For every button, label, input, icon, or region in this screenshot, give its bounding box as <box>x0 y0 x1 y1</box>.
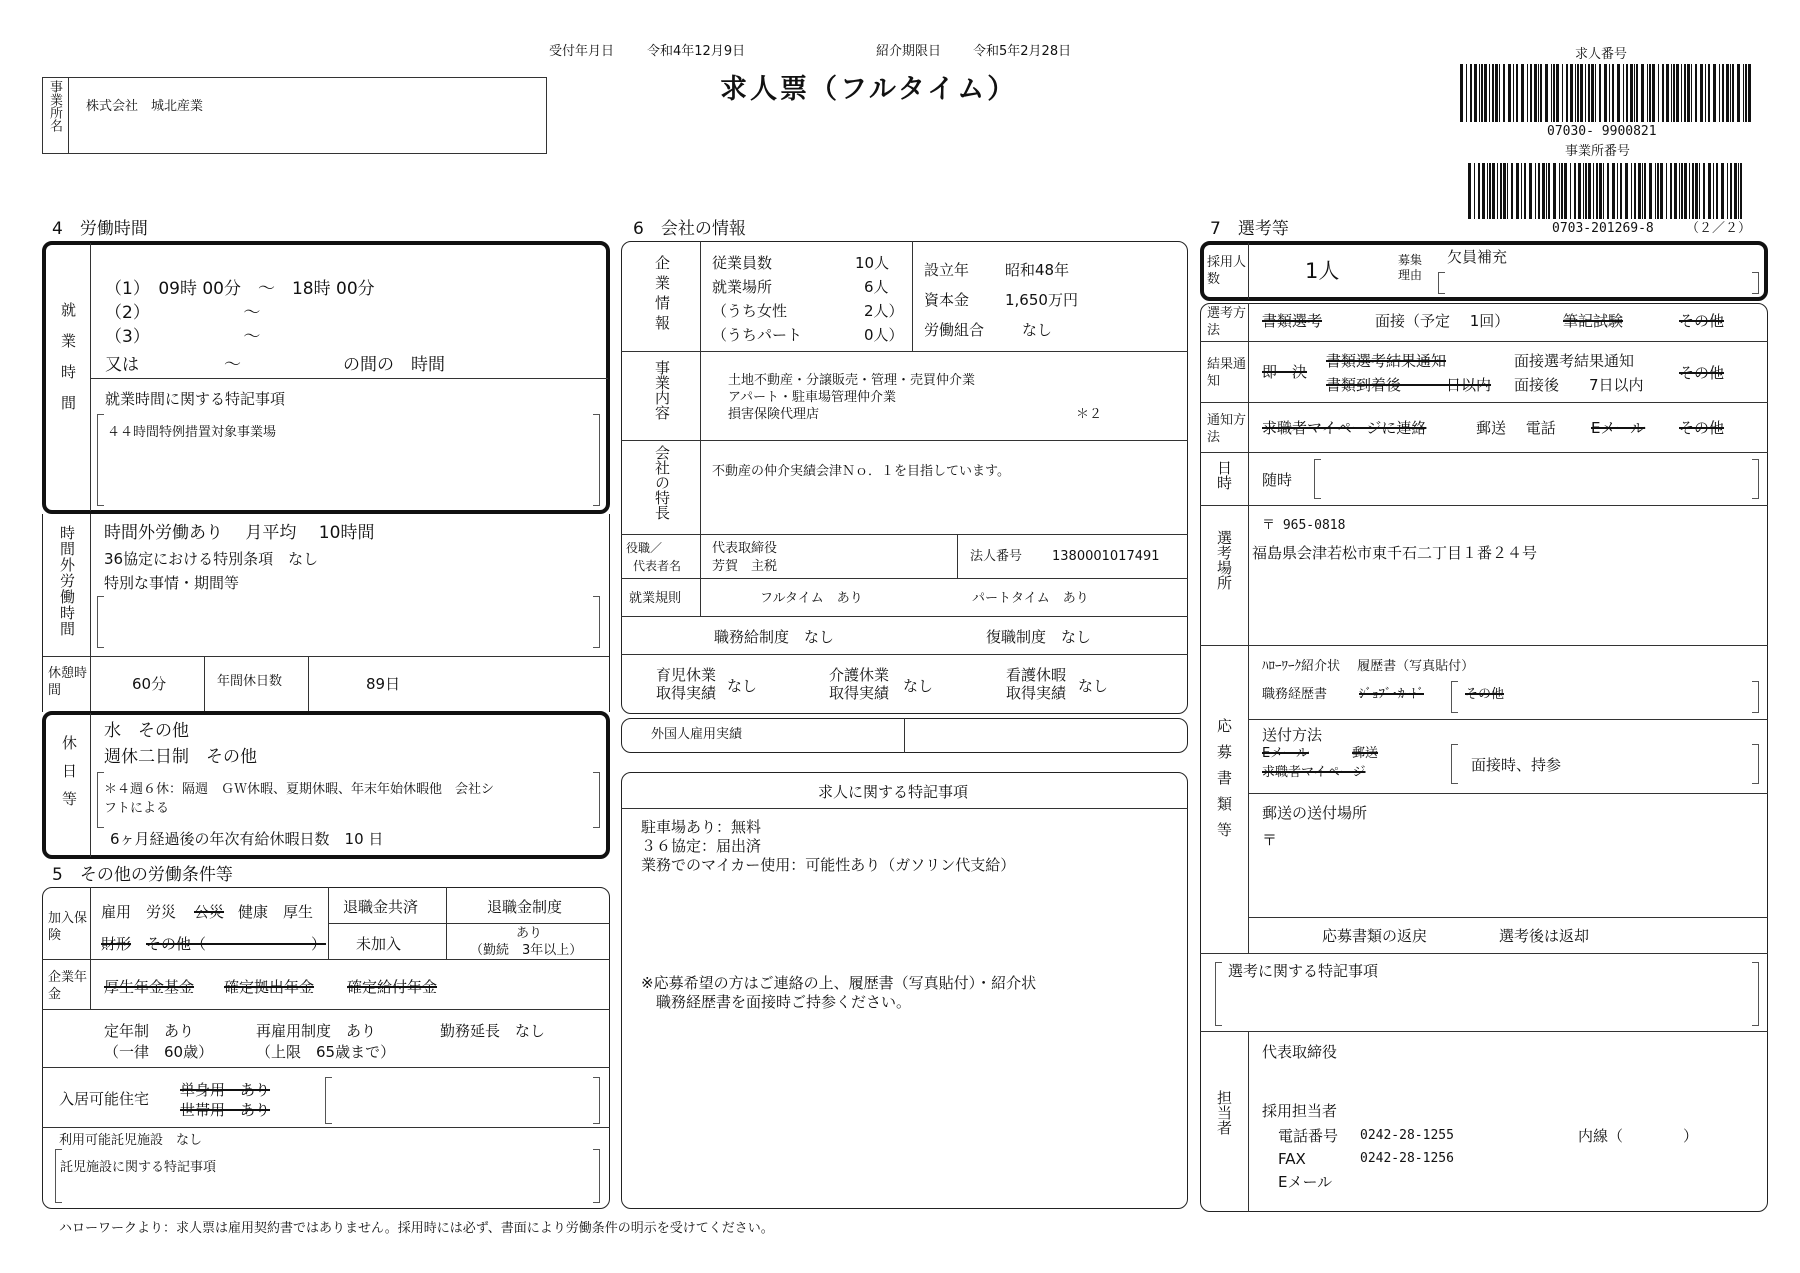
overtime-36: 36協定における特別条項 なし <box>104 550 319 568</box>
office-number: 0703-201269-8 <box>1552 221 1654 236</box>
contact-struck-mypage: 求職者マイページに連絡 <box>1262 419 1427 437</box>
tel-label: 電話番号 <box>1278 1127 1339 1145</box>
rep-label-1: 役職／ <box>626 541 663 555</box>
office-number-label: 事業所番号 <box>1565 144 1631 159</box>
annual-holidays-label: 年間休日数 <box>217 674 283 689</box>
received-label: 受付年月日 <box>549 44 615 59</box>
contact-person-title: 代表取締役 <box>1262 1043 1338 1061</box>
childcare-note: 託児施設に関する特記事項 <box>60 1160 217 1175</box>
date-label: 日時 <box>1215 460 1233 490</box>
company-feature-label: 会社の特長 <box>653 445 671 520</box>
address: 福島県会津若松市東千石二丁目１番２４号 <box>1252 544 1538 562</box>
retire-mutual-value: 未加入 <box>356 935 402 953</box>
method-struck-other: その他 <box>1679 312 1725 330</box>
shift-2: （2） ～ <box>105 303 261 323</box>
send-struck-mypage: 求職者マイページ <box>1262 765 1366 780</box>
application-docs-label: 応募書類等 <box>1215 718 1233 848</box>
holiday-note-2: フトによる <box>104 801 170 816</box>
pension-label: 企業年金 <box>48 970 88 1002</box>
retire-mutual-label: 退職金共済 <box>343 898 419 916</box>
retire-system-sub: （勤続 3年以上） <box>470 943 583 958</box>
send-note: 面接時、持参 <box>1471 756 1562 774</box>
received-date: 令和4年12月9日 <box>647 44 746 59</box>
job-special-1: 駐車場あり：無料 <box>641 818 762 836</box>
work-hours-label: 就業時間 <box>59 302 77 426</box>
sick-leave: なし <box>1078 677 1109 695</box>
business-label: 事業内容 <box>653 360 671 420</box>
method-label: 選考方法 <box>1207 306 1247 338</box>
docs-2: 職務経歴書 <box>1262 687 1328 702</box>
overtime-special: 特別な事情・期間等 <box>104 574 240 592</box>
notify-struck-other: その他 <box>1679 364 1725 382</box>
pension-struck-3: 確定給付年金 <box>347 978 438 996</box>
overtime-line: 時間外労働あり 月平均 10時間 <box>104 523 375 543</box>
selection-place-label: 選考場所 <box>1215 530 1233 590</box>
send-struck-mail: 郵送 <box>1352 746 1379 761</box>
notify-interview: 面接選考結果通知 <box>1514 352 1635 370</box>
rehire: 再雇用制度 あり <box>256 1022 377 1040</box>
notify-struck-immediate: 即 決 <box>1262 363 1308 381</box>
send-method-label: 送付方法 <box>1262 726 1323 744</box>
rep-label-2: 代表者名 <box>633 559 682 573</box>
doc-return-value: 選考後は返却 <box>1499 927 1590 945</box>
contact-person-label: 担当者 <box>1215 1090 1233 1135</box>
reason: 欠員補充 <box>1447 248 1508 266</box>
method-interview: 面接（予定 1回） <box>1375 312 1510 330</box>
contact-active: 郵送 電話 <box>1476 419 1556 437</box>
overtime-label: 時間外労働時間 <box>58 525 76 637</box>
rehire-sub: （上限 65歳まで） <box>256 1043 396 1061</box>
send-struck-email: Eメール <box>1262 746 1309 761</box>
job-number: 07030- 9900821 <box>1547 124 1657 139</box>
mail-place-label: 郵送の送付場所 <box>1262 804 1368 822</box>
email-label: Eメール <box>1278 1173 1333 1191</box>
job-number-barcode <box>1460 64 1758 122</box>
docs-struck-other: その他 <box>1465 687 1505 702</box>
page-title: 求人票（フルタイム） <box>720 74 1018 105</box>
section7-heading: 7 選考等 <box>1210 219 1289 239</box>
foreign-employment-label: 外国人雇用実績 <box>651 727 743 742</box>
corp-number: 1380001017491 <box>1052 549 1160 564</box>
insurance-struck-public: 公災 <box>194 903 225 921</box>
selection-date: 随時 <box>1262 471 1293 489</box>
capital: 1,650万円 <box>1005 291 1078 309</box>
postal-code: 〒 965-0818 <box>1262 518 1346 533</box>
annual-holidays-value: 89日 <box>366 675 401 693</box>
deadline-label: 紹介期限日 <box>876 44 942 59</box>
insurance-active-2: 健康 厚生 <box>238 903 314 921</box>
pension-struck-1: 厚生年金基金 <box>104 978 195 996</box>
page-number: （２／２） <box>1686 221 1752 236</box>
work-notes-label: 就業時間に関する特記事項 <box>105 390 286 408</box>
extension: 勤務延長 なし <box>440 1022 546 1040</box>
job-number-label: 求人番号 <box>1575 47 1628 62</box>
office-name: 株式会社 城北産業 <box>86 99 204 114</box>
notify-struck-arrival: 書類到着後 日以内 <box>1326 376 1492 394</box>
contact-person-role: 採用担当者 <box>1262 1102 1338 1120</box>
selection-notes-label: 選考に関する特記事項 <box>1228 962 1379 980</box>
childcare-leave-label: 育児休業取得実績 <box>655 666 716 702</box>
footer-note: ハローワークより：求人票は雇用契約書ではありません。採用時には必ず、書面により労働条件の明示を受けてください。 <box>59 1221 774 1236</box>
office-name-label: 事業所名 <box>47 80 62 132</box>
mail-postal: 〒 <box>1262 831 1278 849</box>
reason-label: 募集理由 <box>1398 253 1423 282</box>
rep-title: 代表取締役 <box>712 541 778 556</box>
holiday-2: 週休二日制 その他 <box>104 747 257 767</box>
insurance-label: 加入保険 <box>48 911 88 943</box>
pension-struck-2: 確定拠出年金 <box>224 978 315 996</box>
shift-1: （1） 09時 00分 ～ 18時 00分 <box>105 279 375 299</box>
retire-age: 定年制 あり <box>104 1022 195 1040</box>
housing-struck-family: 世帯用 あり <box>180 1101 271 1119</box>
work-notes: ４４時間特例措置対象事業場 <box>107 425 277 440</box>
company-feature: 不動産の仲介実績会津Ｎｏ．１を目指しています。 <box>712 464 1010 479</box>
insurance-struck-zaikei: 財形 <box>101 935 132 953</box>
business-mark: ＊２ <box>1076 407 1103 422</box>
holiday-note-1: ＊４週６休：隔週 ＧＷ休暇、夏期休暇、年末年始休暇他 会社シ <box>104 782 495 797</box>
contact-struck-other: その他 <box>1679 419 1725 437</box>
docs-struck-jobcard: ｼﾞｮﾌﾞ･ｶｰﾄﾞ <box>1359 687 1424 702</box>
childcare-leave: なし <box>727 677 758 695</box>
work-rules-part: パートタイム あり <box>972 591 1089 606</box>
job-special-3: 業務でのマイカー使用：可能性あり（ガソリン代支給） <box>641 856 1016 874</box>
section5-heading: 5 その他の労働条件等 <box>52 865 233 885</box>
work-rules-label: 就業規則 <box>629 591 682 606</box>
retire-system-label: 退職金制度 <box>487 898 563 916</box>
employees-label: 従業員数 <box>712 254 773 272</box>
part: 0人） <box>864 326 904 344</box>
founded: 昭和48年 <box>1005 261 1070 279</box>
notify-struck-docs: 書類選考結果通知 <box>1326 352 1447 370</box>
workplace-label: 就業場所 <box>712 278 773 296</box>
reinstatement-system: 復職制度 なし <box>986 628 1092 646</box>
corp-number-label: 法人番号 <box>970 549 1023 564</box>
doc-return-label: 応募書類の返戻 <box>1322 927 1428 945</box>
union: なし <box>1022 321 1053 339</box>
childcare: 利用可能託児施設 なし <box>59 1133 203 1148</box>
office-name-box <box>42 77 547 154</box>
employees: 10人 <box>855 254 890 272</box>
shift-3: （3） ～ <box>105 327 261 347</box>
women-label: （うち女性 <box>712 302 788 320</box>
insurance-struck-other: その他（ ） <box>146 935 327 953</box>
women: 2人） <box>864 302 904 320</box>
job-special-heading: 求人に関する特記事項 <box>818 783 969 801</box>
break-label: 休憩時間 <box>48 666 88 698</box>
work-rules-full: フルタイム あり <box>760 591 863 606</box>
job-special-5: 職務経歴書を面接時ご持参ください。 <box>641 993 912 1011</box>
extension-label: 内線（ ） <box>1578 1127 1699 1145</box>
part-label: （うちパート <box>712 326 803 344</box>
contact-method-label: 通知方法 <box>1207 413 1247 445</box>
notify-label: 結果通知 <box>1207 357 1247 389</box>
job-pay-system: 職務給制度 なし <box>714 628 835 646</box>
docs-1: ﾊﾛｰﾜｰｸ紹介状 履歴書（写真貼付） <box>1262 659 1475 674</box>
nursing-leave: なし <box>903 677 934 695</box>
holiday-label: 休日等 <box>60 735 78 819</box>
notify-interview-days: 面接後 7日以内 <box>1514 376 1644 394</box>
sick-leave-label: 看護休暇取得実績 <box>1005 666 1066 702</box>
retire-system-value: あり <box>516 926 543 941</box>
workplace: 6人 <box>864 278 889 296</box>
hire-count-label: 採用人数 <box>1207 255 1247 287</box>
paid-leave: 6ヶ月経過後の年次有給休暇日数 10 日 <box>110 830 384 848</box>
section6-heading: 6 会社の情報 <box>633 219 746 239</box>
section4-heading: 4 労働時間 <box>52 219 148 239</box>
business-1: 土地不動産・分譲販売・管理・売買仲介業 <box>728 373 976 388</box>
office-number-barcode <box>1468 163 1746 219</box>
method-struck-docs: 書類選考 <box>1262 312 1323 330</box>
company-info-label: 企業情報 <box>653 255 671 335</box>
business-3: 損害保険代理店 <box>728 407 820 422</box>
job-special-2: ３６協定：届出済 <box>641 837 762 855</box>
hire-count: 1人 <box>1305 259 1340 283</box>
housing-label: 入居可能住宅 <box>59 1090 150 1108</box>
founded-label: 設立年 <box>924 261 970 279</box>
holiday-1: 水 その他 <box>104 721 189 741</box>
union-label: 労働組合 <box>924 321 985 339</box>
rep-name: 芳賀 主税 <box>712 559 778 574</box>
break-value: 60分 <box>132 675 167 693</box>
deadline-date: 令和5年2月28日 <box>973 44 1072 59</box>
fax: 0242-28-1256 <box>1360 1151 1454 1166</box>
housing-struck-single: 単身用 あり <box>180 1081 271 1099</box>
business-2: アパート・駐車場管理仲介業 <box>728 390 896 405</box>
capital-label: 資本金 <box>924 291 970 309</box>
method-struck-written: 筆記試験 <box>1563 312 1624 330</box>
insurance-active: 雇用 労災 <box>101 903 177 921</box>
shift-between: 又は ～ の間の 時間 <box>105 355 445 375</box>
nursing-leave-label: 介護休業取得実績 <box>828 666 889 702</box>
job-special-4: ※応募希望の方はご連絡の上、履歴書（写真貼付）・紹介状 <box>641 974 1037 992</box>
retire-age-sub: （一律 60歳） <box>104 1043 214 1061</box>
tel: 0242-28-1255 <box>1360 1128 1454 1143</box>
fax-label: FAX <box>1278 1150 1306 1168</box>
contact-struck-email: Eメール <box>1591 419 1646 437</box>
